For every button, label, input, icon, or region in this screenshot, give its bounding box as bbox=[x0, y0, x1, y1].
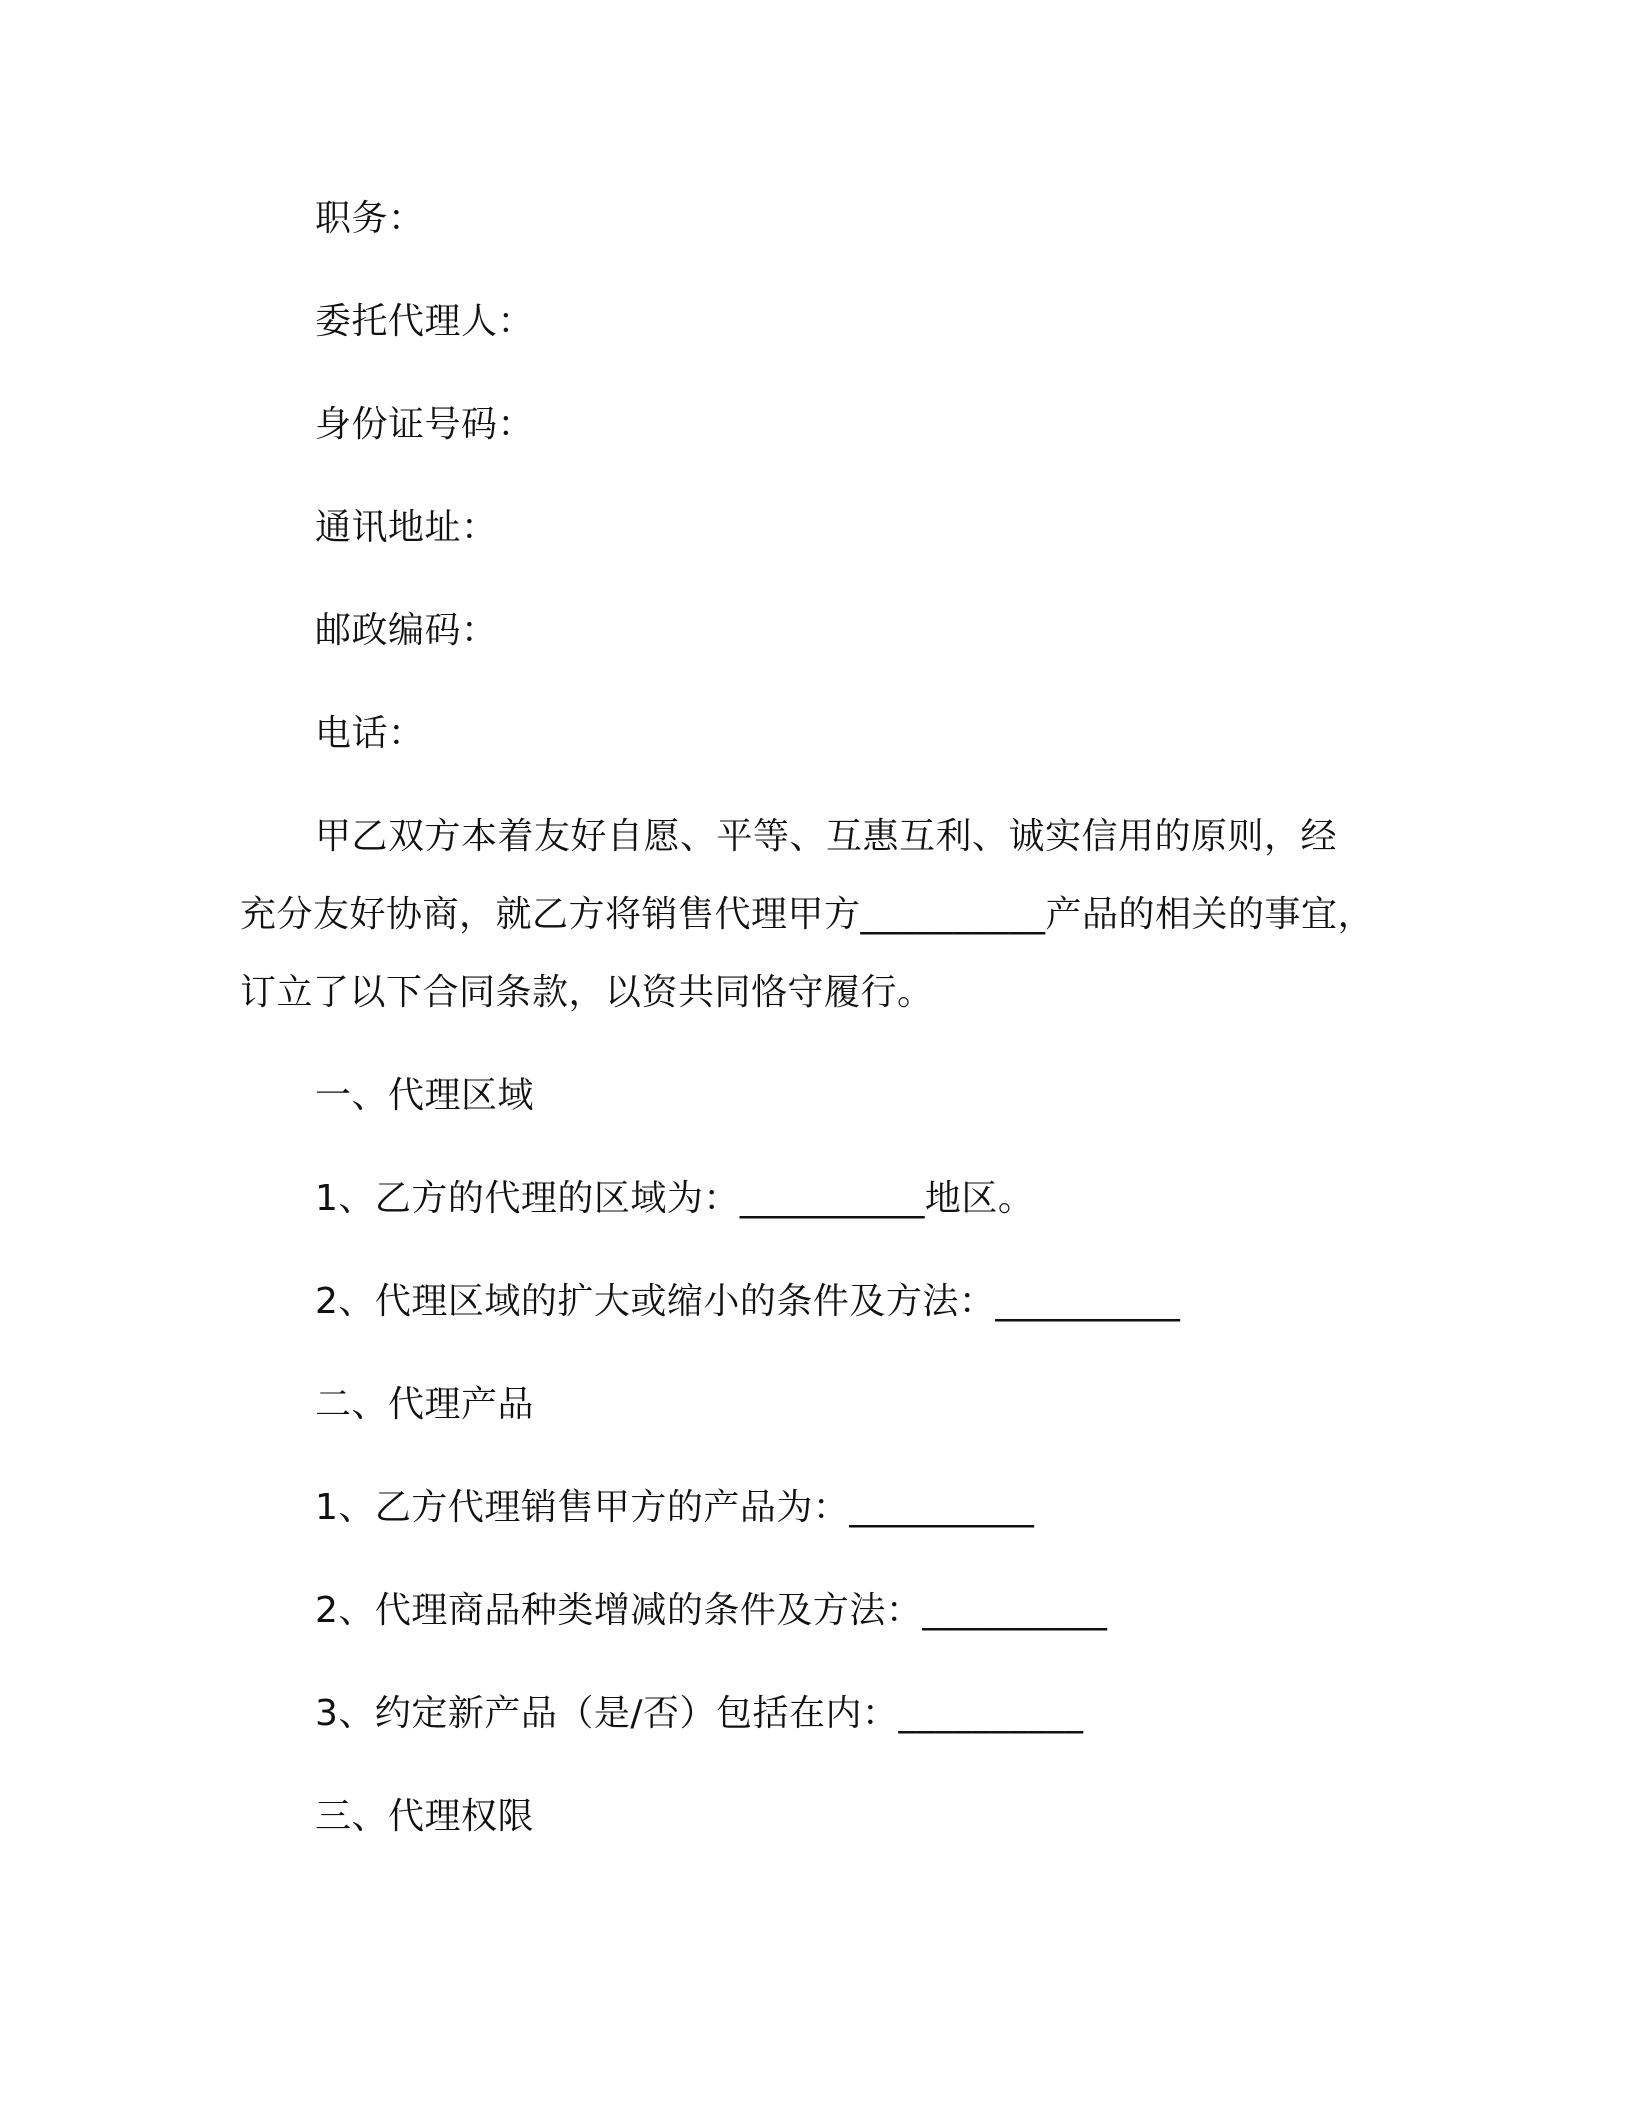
section-2-heading: 二、代理产品 bbox=[315, 1384, 535, 1425]
field-position: 职务： bbox=[315, 198, 425, 239]
field-id-number: 身份证号码： bbox=[315, 404, 535, 445]
field-agent: 委托代理人： bbox=[315, 301, 535, 342]
intro-line-1: 甲乙双方本着友好自愿、平等、互惠互利、诚实信用的原则，经 bbox=[315, 816, 1338, 857]
field-address: 通讯地址： bbox=[315, 507, 498, 548]
section-1-item-2: 2、代理区域的扩大或缩小的条件及方法：__________ bbox=[315, 1281, 1181, 1322]
intro-line-2: 充分友好协商，就乙方将销售代理甲方__________产品的相关的事宜， bbox=[240, 894, 1375, 935]
field-postal-code: 邮政编码： bbox=[315, 610, 498, 651]
section-1-heading: 一、代理区域 bbox=[315, 1075, 535, 1116]
section-2-item-1: 1、乙方代理销售甲方的产品为：__________ bbox=[315, 1487, 1035, 1528]
section-3-heading: 三、代理权限 bbox=[315, 1796, 535, 1837]
intro-line-3: 订立了以下合同条款，以资共同恪守履行。 bbox=[240, 972, 934, 1013]
field-phone: 电话： bbox=[315, 713, 425, 754]
section-1-item-1: 1、乙方的代理的区域为：__________地区。 bbox=[315, 1178, 1035, 1219]
section-2-item-2: 2、代理商品种类增减的条件及方法：__________ bbox=[315, 1590, 1108, 1631]
section-2-item-3: 3、约定新产品（是/否）包括在内：__________ bbox=[315, 1693, 1084, 1734]
